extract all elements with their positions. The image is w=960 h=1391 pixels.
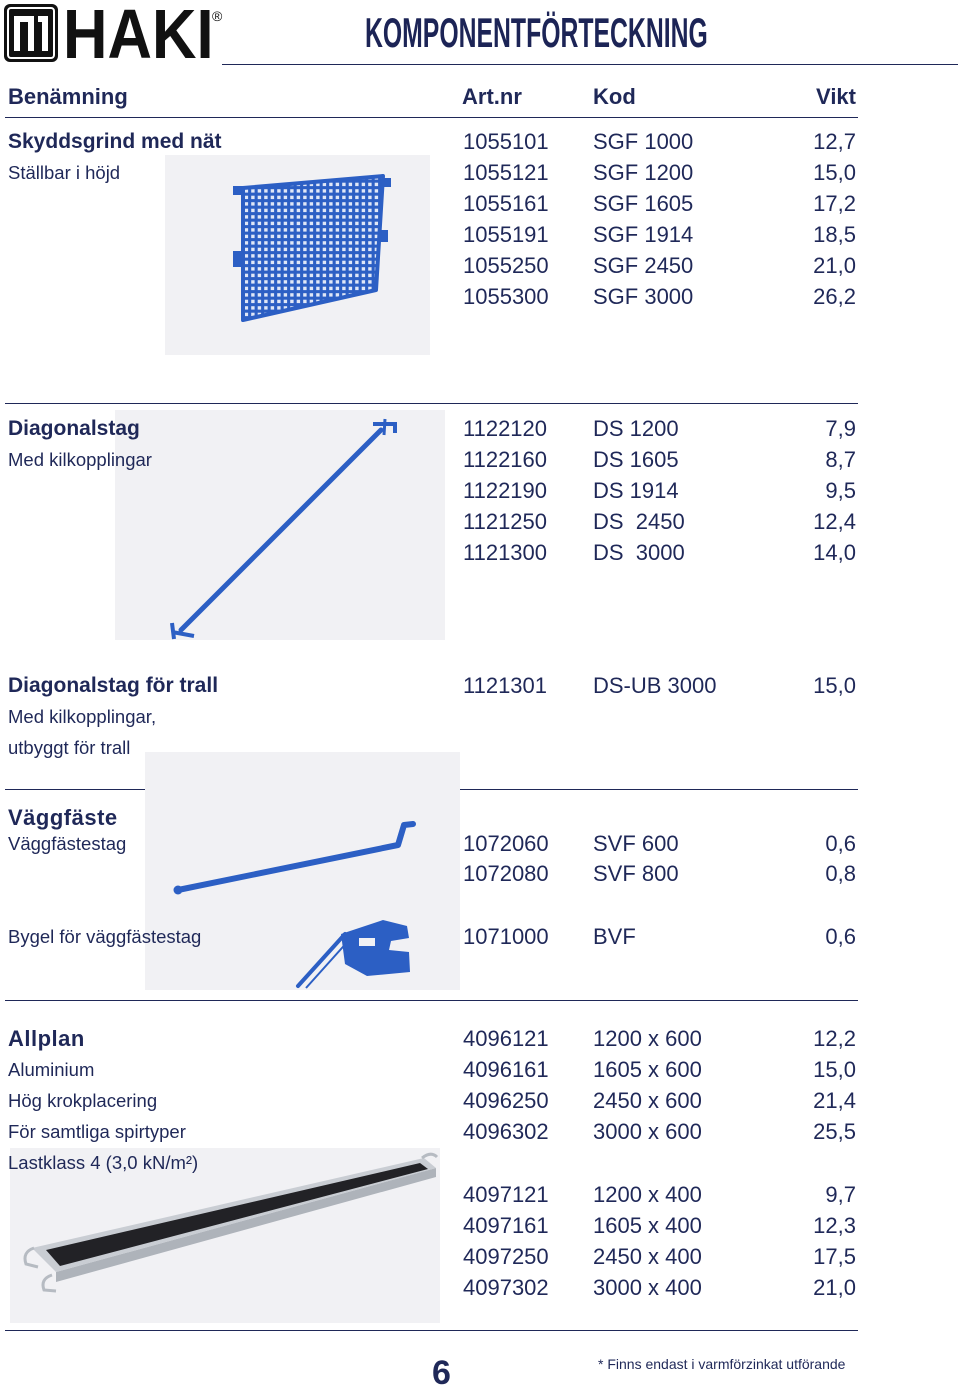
weight: 25,5 (813, 1119, 856, 1144)
table-row (0, 444, 960, 475)
product-code: SGF 1200 (593, 160, 694, 185)
article-number: 4096161 (463, 1057, 549, 1082)
description-line (0, 732, 960, 763)
weight: 12,4 (813, 509, 856, 534)
product-code: 1605 x 400 (593, 1213, 702, 1238)
weight: 15,0 (813, 1057, 856, 1082)
article-number: 1072060 (463, 831, 549, 856)
weight: 21,0 (813, 253, 856, 278)
page-number: 6 (432, 1354, 451, 1391)
table-row (0, 475, 960, 506)
column-header-vikt: Vikt (816, 84, 856, 109)
product-code: 2450 x 600 (593, 1088, 702, 1113)
product-description: Aluminium (8, 1059, 95, 1080)
weight: 9,7 (825, 1182, 856, 1207)
table-row (0, 281, 960, 312)
article-number: 1122190 (463, 478, 548, 503)
product-code: BVF (593, 924, 636, 949)
column-header-art: Art.nr (462, 84, 522, 109)
table-row (0, 1054, 960, 1085)
table-row (0, 506, 960, 537)
product-code: SGF 3000 (593, 284, 694, 309)
product-description: För samtliga spirtyper (8, 1121, 186, 1142)
table-row (0, 413, 960, 444)
product-name: Skyddsgrind med nät (8, 130, 222, 153)
article-number: 1055300 (463, 284, 549, 309)
weight: 15,0 (813, 160, 856, 185)
product-description: Med kilkopplingar (8, 449, 152, 470)
table-row (0, 537, 960, 568)
article-number: 1072080 (463, 861, 549, 886)
article-number: 1055191 (463, 222, 549, 247)
product-code: 1605 x 600 (593, 1057, 702, 1082)
weight: 21,0 (813, 1275, 856, 1300)
product-code: 1200 x 400 (593, 1182, 702, 1207)
product-description: utbyggt för trall (8, 737, 131, 758)
weight: 9,5 (825, 478, 856, 503)
table-row (0, 670, 960, 701)
weight: 26,2 (813, 284, 856, 309)
article-number: 4097161 (463, 1213, 549, 1238)
article-number: 1122120 (463, 416, 548, 441)
table-row (0, 1210, 960, 1241)
table-row (0, 219, 960, 250)
product-code: DS 1200 (593, 416, 679, 441)
section-heading: Väggfäste (8, 805, 118, 830)
product-name: Bygel för väggfästestag (8, 926, 202, 947)
product-code: SVF 600 (593, 831, 679, 856)
weight: 0,8 (825, 861, 856, 886)
table-row (0, 126, 960, 157)
product-name: Allplan (8, 1026, 85, 1051)
article-number: 1122160 (463, 447, 548, 472)
weight: 17,2 (813, 191, 856, 216)
product-code: SGF 1914 (593, 222, 694, 247)
haki-logo-icon (4, 4, 58, 62)
article-number: 4096250 (463, 1088, 549, 1113)
product-code: SGF 1605 (593, 191, 694, 216)
load-class-description: Lastklass 4 (3,0 kN/m²) (8, 1152, 199, 1173)
footnote: * Finns endast i varmförzinkat utförande (598, 1356, 846, 1372)
product-code: 3000 x 400 (593, 1275, 702, 1300)
separator-line (5, 1000, 858, 1001)
product-code: 2450 x 400 (593, 1244, 702, 1269)
table-row (0, 250, 960, 281)
product-code: DS-UB 3000 (593, 673, 717, 698)
table-row (0, 858, 960, 889)
product-name: Diagonalstag för trall (8, 674, 219, 697)
article-number: 1055161 (463, 191, 549, 216)
table-row (0, 1116, 960, 1147)
table-row (0, 1272, 960, 1303)
article-number: 4097250 (463, 1244, 549, 1269)
article-number: 4096121 (463, 1026, 549, 1051)
column-header-kod: Kod (593, 84, 636, 109)
separator-line (5, 117, 858, 118)
weight: 14,0 (813, 540, 856, 565)
product-code: SVF 800 (593, 861, 679, 886)
product-description: Ställbar i höjd (8, 162, 121, 183)
weight: 7,9 (825, 416, 856, 441)
product-code: DS 3000 (593, 540, 685, 565)
product-name: Väggfästestag (8, 833, 127, 854)
product-description: Med kilkopplingar, (8, 706, 157, 727)
weight: 21,4 (813, 1088, 856, 1113)
article-number: 1055121 (463, 160, 549, 185)
weight: 18,5 (813, 222, 856, 247)
table-row (0, 1085, 960, 1116)
brand-wordmark: HAKI (63, 0, 214, 73)
separator-line (5, 1330, 858, 1331)
article-number: 4097121 (463, 1182, 549, 1207)
separator-line (5, 403, 858, 404)
weight: 8,7 (825, 447, 856, 472)
table-row (0, 157, 960, 188)
table-row (0, 1023, 960, 1054)
table-row (0, 828, 960, 859)
product-description: Hög krokplacering (8, 1090, 158, 1111)
article-number: 4096302 (463, 1119, 549, 1144)
product-code: DS 2450 (593, 509, 685, 534)
product-code: DS 1914 (593, 478, 679, 503)
table-row (0, 1241, 960, 1272)
description-line (0, 701, 960, 732)
table-row (0, 921, 960, 952)
article-number: 1121301 (463, 673, 548, 698)
page-title: KOMPONENTFÖRTECKNING (365, 9, 708, 56)
article-number: 4097302 (463, 1275, 549, 1300)
weight: 15,0 (813, 673, 856, 698)
column-header-name: Benämning (8, 84, 128, 109)
weight: 12,2 (813, 1026, 856, 1051)
article-number: 1121250 (463, 509, 548, 534)
article-number: 1121300 (463, 540, 548, 565)
weight: 17,5 (813, 1244, 856, 1269)
article-number: 1071000 (463, 924, 549, 949)
header-rule (222, 64, 958, 65)
product-code: 1200 x 600 (593, 1026, 702, 1051)
product-code: SGF 2450 (593, 253, 694, 278)
product-name: Diagonalstag (8, 417, 140, 440)
product-code: SGF 1000 (593, 129, 694, 154)
column-header-row (0, 81, 960, 112)
table-row (0, 188, 960, 219)
weight: 0,6 (825, 831, 856, 856)
product-code: 3000 x 600 (593, 1119, 702, 1144)
description-line (0, 1147, 960, 1178)
article-number: 1055101 (463, 129, 549, 154)
weight: 12,3 (813, 1213, 856, 1238)
table-row (0, 1179, 960, 1210)
weight: 12,7 (813, 129, 856, 154)
product-code: DS 1605 (593, 447, 679, 472)
weight: 0,6 (825, 924, 856, 949)
article-number: 1055250 (463, 253, 549, 278)
registered-mark: ® (212, 8, 223, 24)
